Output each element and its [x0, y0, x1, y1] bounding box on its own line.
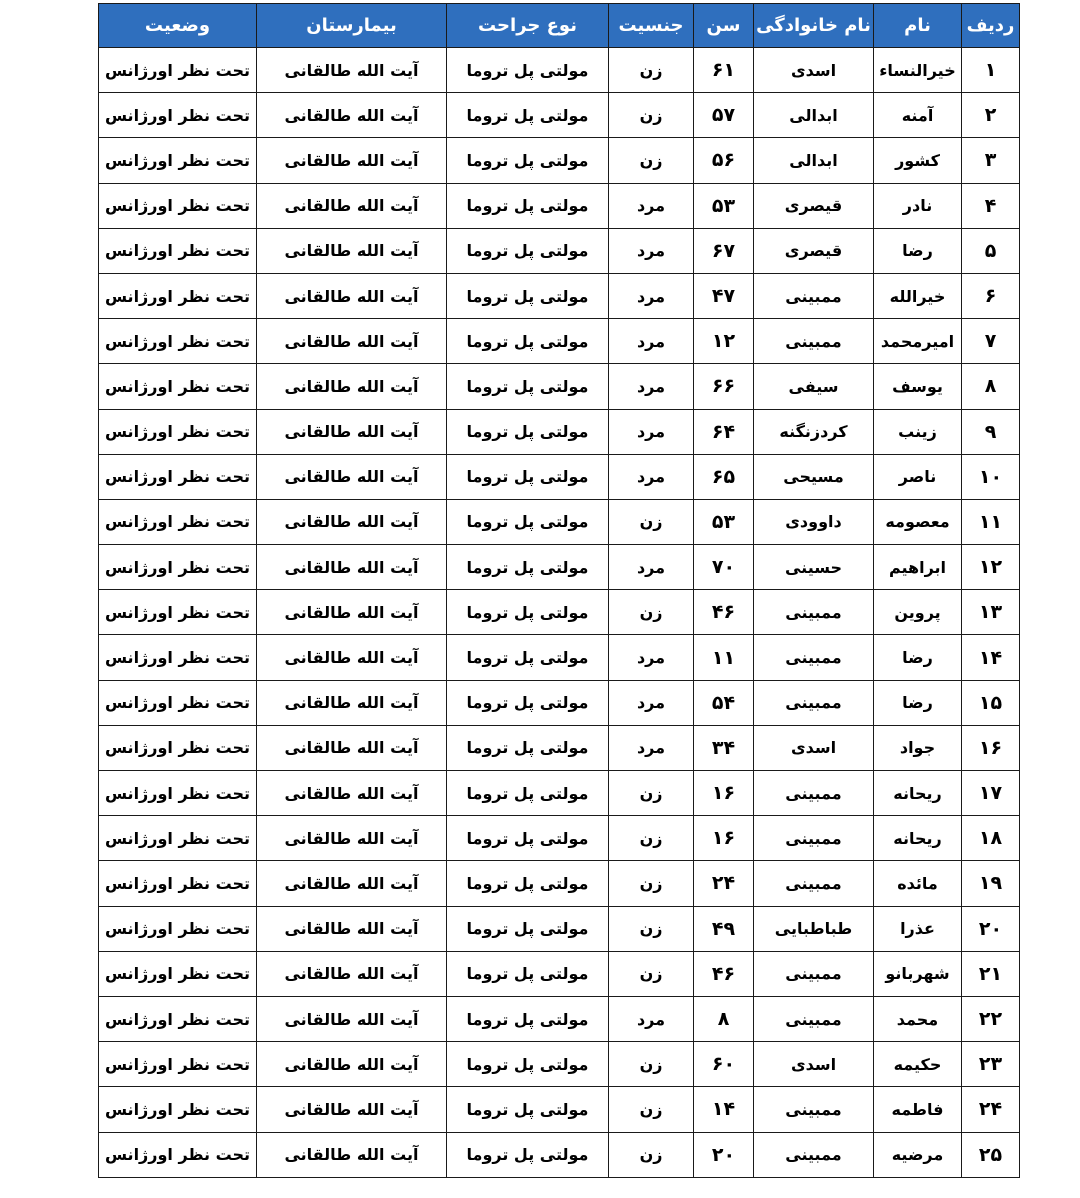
cell-status: تحت نظر اورژانس	[99, 996, 257, 1041]
cell-status: تحت نظر اورژانس	[99, 1132, 257, 1177]
table-row	[99, 996, 1020, 1041]
header-last-name: نام خانوادگی	[754, 4, 874, 48]
cell-last-name: حسینی	[754, 545, 874, 590]
cell-hospital: آیت الله طالقانی	[257, 499, 447, 544]
cell-injury-type: مولتی پل تروما	[447, 906, 609, 951]
cell-last-name: ممبینی	[754, 771, 874, 816]
cell-row-number: ۱۸	[962, 816, 1020, 861]
cell-last-name: ممبینی	[754, 1132, 874, 1177]
cell-age: ۵۴	[694, 680, 754, 725]
cell-row-number: ۲۱	[962, 951, 1020, 996]
cell-last-name: ممبینی	[754, 680, 874, 725]
cell-status: تحت نظر اورژانس	[99, 364, 257, 409]
cell-hospital: آیت الله طالقانی	[257, 273, 447, 318]
cell-injury-type: مولتی پل تروما	[447, 454, 609, 499]
cell-injury-type: مولتی پل تروما	[447, 545, 609, 590]
cell-status: تحت نظر اورژانس	[99, 906, 257, 951]
cell-first-name: ریحانه	[874, 816, 962, 861]
cell-injury-type: مولتی پل تروما	[447, 1132, 609, 1177]
cell-row-number: ۴	[962, 183, 1020, 228]
cell-first-name: مرضیه	[874, 1132, 962, 1177]
cell-age: ۵۷	[694, 93, 754, 138]
table-row	[99, 590, 1020, 635]
table-row	[99, 1132, 1020, 1177]
cell-hospital: آیت الله طالقانی	[257, 590, 447, 635]
cell-last-name: ممبینی	[754, 1087, 874, 1132]
cell-gender: مرد	[609, 680, 694, 725]
table-row	[99, 545, 1020, 590]
cell-hospital: آیت الله طالقانی	[257, 48, 447, 93]
cell-first-name: خیرالنساء	[874, 48, 962, 93]
cell-injury-type: مولتی پل تروما	[447, 409, 609, 454]
table-row	[99, 364, 1020, 409]
cell-row-number: ۷	[962, 319, 1020, 364]
cell-hospital: آیت الله طالقانی	[257, 454, 447, 499]
cell-first-name: حکیمه	[874, 1042, 962, 1087]
cell-injury-type: مولتی پل تروما	[447, 273, 609, 318]
cell-gender: مرد	[609, 996, 694, 1041]
cell-last-name: کردزنگنه	[754, 409, 874, 454]
cell-injury-type: مولتی پل تروما	[447, 861, 609, 906]
cell-hospital: آیت الله طالقانی	[257, 228, 447, 273]
cell-age: ۲۴	[694, 861, 754, 906]
cell-age: ۵۳	[694, 499, 754, 544]
cell-first-name: عذرا	[874, 906, 962, 951]
header-hospital: بیمارستان	[257, 4, 447, 48]
cell-gender: زن	[609, 1132, 694, 1177]
cell-first-name: مائده	[874, 861, 962, 906]
table-row	[99, 1042, 1020, 1087]
cell-injury-type: مولتی پل تروما	[447, 93, 609, 138]
cell-hospital: آیت الله طالقانی	[257, 951, 447, 996]
cell-gender: زن	[609, 771, 694, 816]
cell-injury-type: مولتی پل تروما	[447, 590, 609, 635]
cell-hospital: آیت الله طالقانی	[257, 861, 447, 906]
cell-hospital: آیت الله طالقانی	[257, 906, 447, 951]
cell-row-number: ۱۴	[962, 635, 1020, 680]
table-row	[99, 816, 1020, 861]
table-row	[99, 454, 1020, 499]
cell-row-number: ۱۵	[962, 680, 1020, 725]
cell-last-name: ابدالی	[754, 138, 874, 183]
cell-status: تحت نظر اورژانس	[99, 725, 257, 770]
table-row	[99, 93, 1020, 138]
cell-row-number: ۱۲	[962, 545, 1020, 590]
cell-last-name: ممبینی	[754, 951, 874, 996]
table-row	[99, 409, 1020, 454]
cell-injury-type: مولتی پل تروما	[447, 183, 609, 228]
cell-row-number: ۲۰	[962, 906, 1020, 951]
cell-injury-type: مولتی پل تروما	[447, 771, 609, 816]
cell-last-name: اسدی	[754, 48, 874, 93]
cell-row-number: ۲۵	[962, 1132, 1020, 1177]
cell-status: تحت نظر اورژانس	[99, 771, 257, 816]
cell-gender: مرد	[609, 725, 694, 770]
table-row	[99, 273, 1020, 318]
cell-row-number: ۶	[962, 273, 1020, 318]
cell-hospital: آیت الله طالقانی	[257, 771, 447, 816]
cell-injury-type: مولتی پل تروما	[447, 228, 609, 273]
cell-injury-type: مولتی پل تروما	[447, 138, 609, 183]
cell-row-number: ۱۷	[962, 771, 1020, 816]
header-row	[99, 4, 1020, 48]
cell-hospital: آیت الله طالقانی	[257, 996, 447, 1041]
table-row	[99, 906, 1020, 951]
cell-status: تحت نظر اورژانس	[99, 228, 257, 273]
table-row	[99, 635, 1020, 680]
cell-last-name: ممبینی	[754, 635, 874, 680]
cell-age: ۴۷	[694, 273, 754, 318]
cell-status: تحت نظر اورژانس	[99, 635, 257, 680]
cell-gender: مرد	[609, 635, 694, 680]
table-row	[99, 228, 1020, 273]
cell-hospital: آیت الله طالقانی	[257, 183, 447, 228]
cell-injury-type: مولتی پل تروما	[447, 816, 609, 861]
header-gender: جنسیت	[609, 4, 694, 48]
cell-hospital: آیت الله طالقانی	[257, 816, 447, 861]
cell-last-name: ممبینی	[754, 273, 874, 318]
cell-last-name: ممبینی	[754, 861, 874, 906]
cell-injury-type: مولتی پل تروما	[447, 364, 609, 409]
table-row	[99, 1087, 1020, 1132]
cell-age: ۴۶	[694, 951, 754, 996]
cell-hospital: آیت الله طالقانی	[257, 364, 447, 409]
cell-first-name: رضا	[874, 228, 962, 273]
cell-status: تحت نظر اورژانس	[99, 861, 257, 906]
cell-gender: مرد	[609, 545, 694, 590]
cell-first-name: رضا	[874, 635, 962, 680]
cell-status: تحت نظر اورژانس	[99, 93, 257, 138]
cell-status: تحت نظر اورژانس	[99, 319, 257, 364]
cell-hospital: آیت الله طالقانی	[257, 1132, 447, 1177]
cell-age: ۱۴	[694, 1087, 754, 1132]
cell-row-number: ۲۴	[962, 1087, 1020, 1132]
cell-gender: زن	[609, 1087, 694, 1132]
cell-status: تحت نظر اورژانس	[99, 545, 257, 590]
cell-age: ۶۰	[694, 1042, 754, 1087]
cell-injury-type: مولتی پل تروما	[447, 725, 609, 770]
cell-age: ۳۴	[694, 725, 754, 770]
cell-gender: مرد	[609, 273, 694, 318]
cell-status: تحت نظر اورژانس	[99, 499, 257, 544]
cell-injury-type: مولتی پل تروما	[447, 680, 609, 725]
table-row	[99, 48, 1020, 93]
cell-row-number: ۱۰	[962, 454, 1020, 499]
cell-hospital: آیت الله طالقانی	[257, 138, 447, 183]
cell-last-name: اسدی	[754, 725, 874, 770]
cell-hospital: آیت الله طالقانی	[257, 725, 447, 770]
cell-first-name: جواد	[874, 725, 962, 770]
cell-gender: زن	[609, 590, 694, 635]
cell-first-name: پروین	[874, 590, 962, 635]
cell-gender: زن	[609, 951, 694, 996]
cell-hospital: آیت الله طالقانی	[257, 680, 447, 725]
cell-last-name: قیصری	[754, 183, 874, 228]
cell-age: ۱۱	[694, 635, 754, 680]
cell-row-number: ۱	[962, 48, 1020, 93]
cell-injury-type: مولتی پل تروما	[447, 319, 609, 364]
header-injury-type: نوع جراحت	[447, 4, 609, 48]
cell-hospital: آیت الله طالقانی	[257, 93, 447, 138]
cell-age: ۱۲	[694, 319, 754, 364]
cell-first-name: زینب	[874, 409, 962, 454]
cell-status: تحت نظر اورژانس	[99, 183, 257, 228]
cell-row-number: ۲	[962, 93, 1020, 138]
cell-last-name: مسیحی	[754, 454, 874, 499]
cell-gender: مرد	[609, 454, 694, 499]
cell-first-name: فاطمه	[874, 1087, 962, 1132]
table-row	[99, 138, 1020, 183]
cell-gender: زن	[609, 1042, 694, 1087]
cell-gender: مرد	[609, 319, 694, 364]
table-row	[99, 319, 1020, 364]
cell-injury-type: مولتی پل تروما	[447, 996, 609, 1041]
cell-age: ۷۰	[694, 545, 754, 590]
cell-injury-type: مولتی پل تروما	[447, 635, 609, 680]
cell-last-name: ممبینی	[754, 590, 874, 635]
cell-gender: زن	[609, 93, 694, 138]
cell-age: ۸	[694, 996, 754, 1041]
cell-injury-type: مولتی پل تروما	[447, 1087, 609, 1132]
table-row	[99, 861, 1020, 906]
table-row	[99, 183, 1020, 228]
cell-last-name: طباطبایی	[754, 906, 874, 951]
cell-age: ۶۶	[694, 364, 754, 409]
cell-gender: زن	[609, 906, 694, 951]
cell-age: ۴۹	[694, 906, 754, 951]
cell-injury-type: مولتی پل تروما	[447, 48, 609, 93]
cell-hospital: آیت الله طالقانی	[257, 635, 447, 680]
cell-last-name: ابدالی	[754, 93, 874, 138]
cell-last-name: اسدی	[754, 1042, 874, 1087]
cell-gender: مرد	[609, 228, 694, 273]
cell-gender: زن	[609, 861, 694, 906]
cell-status: تحت نظر اورژانس	[99, 409, 257, 454]
cell-first-name: ابراهیم	[874, 545, 962, 590]
cell-first-name: یوسف	[874, 364, 962, 409]
cell-hospital: آیت الله طالقانی	[257, 319, 447, 364]
cell-last-name: داوودی	[754, 499, 874, 544]
cell-age: ۶۵	[694, 454, 754, 499]
cell-status: تحت نظر اورژانس	[99, 951, 257, 996]
patients-table-container	[98, 3, 1015, 1178]
cell-gender: زن	[609, 48, 694, 93]
table-body	[99, 48, 1020, 1178]
header-row-number: ردیف	[962, 4, 1020, 48]
cell-first-name: نادر	[874, 183, 962, 228]
cell-injury-type: مولتی پل تروما	[447, 499, 609, 544]
cell-gender: زن	[609, 816, 694, 861]
header-first-name: نام	[874, 4, 962, 48]
cell-gender: زن	[609, 138, 694, 183]
cell-hospital: آیت الله طالقانی	[257, 1042, 447, 1087]
cell-first-name: کشور	[874, 138, 962, 183]
cell-status: تحت نظر اورژانس	[99, 680, 257, 725]
cell-first-name: آمنه	[874, 93, 962, 138]
cell-first-name: محمد	[874, 996, 962, 1041]
cell-row-number: ۲۳	[962, 1042, 1020, 1087]
cell-age: ۵۶	[694, 138, 754, 183]
table-row	[99, 951, 1020, 996]
cell-age: ۱۶	[694, 771, 754, 816]
cell-status: تحت نظر اورژانس	[99, 590, 257, 635]
header-age: سن	[694, 4, 754, 48]
cell-last-name: قیصری	[754, 228, 874, 273]
cell-age: ۱۶	[694, 816, 754, 861]
cell-gender: زن	[609, 499, 694, 544]
cell-age: ۶۷	[694, 228, 754, 273]
cell-first-name: خیرالله	[874, 273, 962, 318]
cell-row-number: ۱۳	[962, 590, 1020, 635]
cell-first-name: ناصر	[874, 454, 962, 499]
cell-status: تحت نظر اورژانس	[99, 816, 257, 861]
cell-gender: مرد	[609, 409, 694, 454]
cell-last-name: ممبینی	[754, 319, 874, 364]
cell-status: تحت نظر اورژانس	[99, 138, 257, 183]
cell-age: ۴۶	[694, 590, 754, 635]
cell-status: تحت نظر اورژانس	[99, 48, 257, 93]
cell-first-name: شهربانو	[874, 951, 962, 996]
table-row	[99, 680, 1020, 725]
cell-last-name: ممبینی	[754, 816, 874, 861]
cell-row-number: ۹	[962, 409, 1020, 454]
cell-row-number: ۱۶	[962, 725, 1020, 770]
cell-injury-type: مولتی پل تروما	[447, 1042, 609, 1087]
cell-hospital: آیت الله طالقانی	[257, 1087, 447, 1132]
cell-last-name: سیفی	[754, 364, 874, 409]
cell-last-name: ممبینی	[754, 996, 874, 1041]
cell-row-number: ۱۱	[962, 499, 1020, 544]
cell-status: تحت نظر اورژانس	[99, 1087, 257, 1132]
cell-row-number: ۱۹	[962, 861, 1020, 906]
cell-first-name: رضا	[874, 680, 962, 725]
cell-gender: مرد	[609, 183, 694, 228]
cell-status: تحت نظر اورژانس	[99, 273, 257, 318]
cell-first-name: ریحانه	[874, 771, 962, 816]
cell-row-number: ۳	[962, 138, 1020, 183]
cell-first-name: معصومه	[874, 499, 962, 544]
cell-status: تحت نظر اورژانس	[99, 1042, 257, 1087]
table-row	[99, 499, 1020, 544]
cell-status: تحت نظر اورژانس	[99, 454, 257, 499]
cell-injury-type: مولتی پل تروما	[447, 951, 609, 996]
cell-hospital: آیت الله طالقانی	[257, 409, 447, 454]
header-status: وضعیت	[99, 4, 257, 48]
cell-age: ۲۰	[694, 1132, 754, 1177]
cell-age: ۶۴	[694, 409, 754, 454]
cell-first-name: امیرمحمد	[874, 319, 962, 364]
cell-hospital: آیت الله طالقانی	[257, 545, 447, 590]
patients-table	[98, 3, 1020, 1178]
table-row	[99, 771, 1020, 816]
cell-row-number: ۸	[962, 364, 1020, 409]
cell-age: ۶۱	[694, 48, 754, 93]
cell-row-number: ۵	[962, 228, 1020, 273]
table-row	[99, 725, 1020, 770]
cell-age: ۵۳	[694, 183, 754, 228]
cell-row-number: ۲۲	[962, 996, 1020, 1041]
cell-gender: مرد	[609, 364, 694, 409]
